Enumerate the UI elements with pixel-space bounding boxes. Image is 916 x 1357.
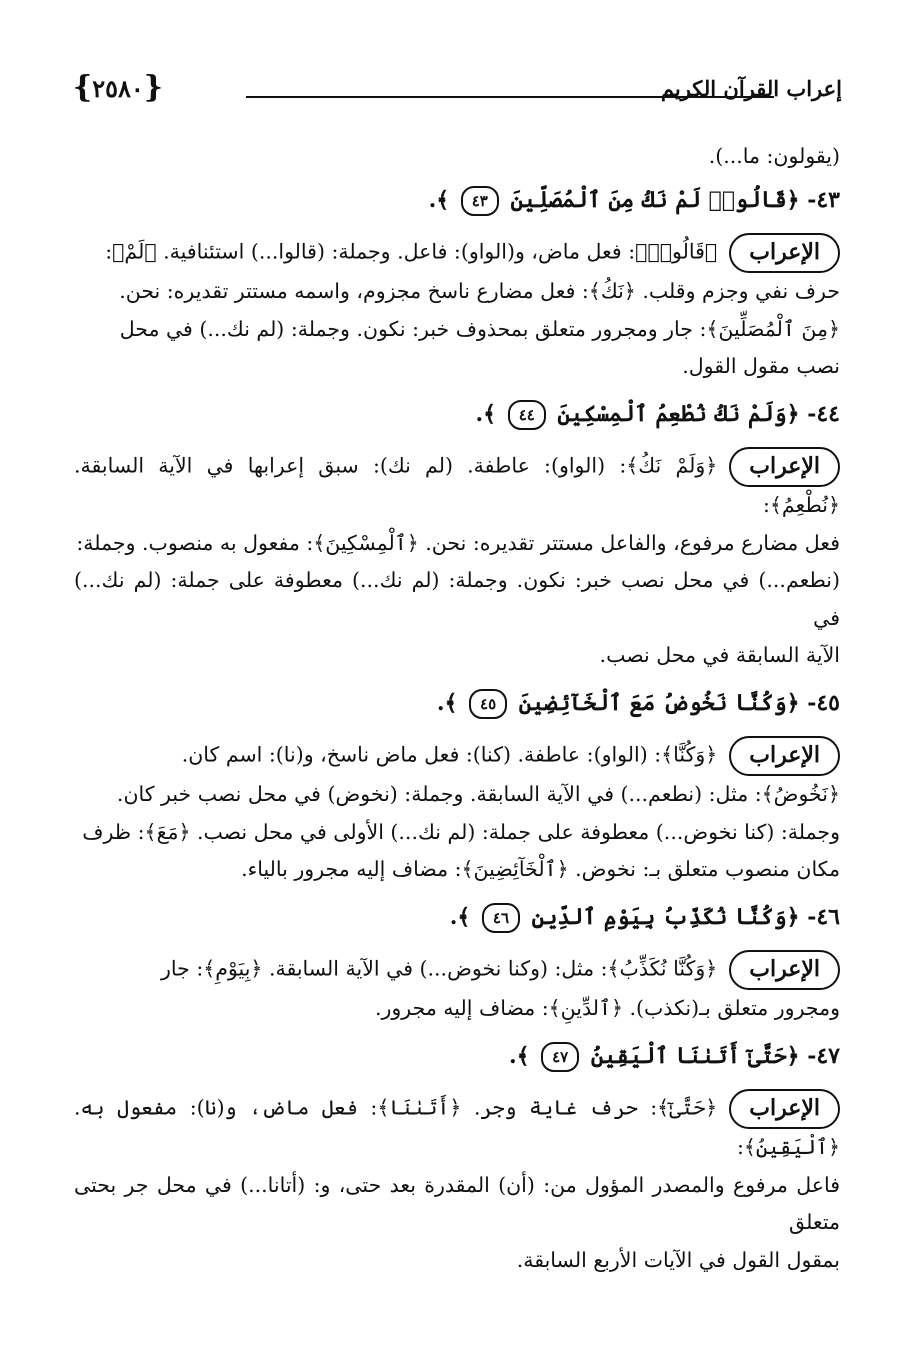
irab-line: نصب مقول القول. [682, 354, 840, 378]
irab-label: الإعراب [729, 1089, 840, 1129]
page-header [68, 62, 842, 114]
verse-number: ٤٤- [807, 400, 840, 427]
verse-number: ٤٥- [807, 689, 840, 716]
irab-line: ﴿نَخُوضُ﴾: مثل: (نطعم...) في الآية السابقة. وجملة: (نخوض) في محل نصب خبر كان. [116, 782, 840, 806]
verse-46 [74, 899, 840, 937]
irab-line: ﴿مِنَ ٱلْمُصَلِّينَ﴾: جار ومجرور متعلق بمحذوف خبر: نكون. وجملة: (لم نك...) في محل [119, 316, 840, 341]
verse-number: ٤٧- [807, 1042, 840, 1069]
irab-block-45 [74, 736, 840, 889]
irab-line: فاعل مرفوع والمصدر المؤول من: (أن) المقدرة بعد حتى، و: (أتانا...) في محل جر بحتى متعلق [74, 1172, 840, 1234]
irab-line: ﴿وَكُنَّا نُكَذِّبُ﴾: مثل: (وكنا نخوض...) في الآية السابقة. ﴿بِيَوْمِ﴾: جار [160, 956, 718, 981]
page-content [74, 138, 840, 1289]
verse-end: ﴾. [436, 689, 458, 716]
irab-line: وجملة: (كنا نخوض...) معطوفة على جملة: (لم نك...) الأولى في محل نصب. ﴿مَعَ﴾: ظرف [82, 819, 840, 844]
ayah-marker: ٤٣ [461, 186, 499, 216]
irab-line: ﴿وَكُنَّا﴾: (الواو): عاطفة. (كنا): فعل ماض ناسخ، و(نا): اسم كان. [181, 742, 718, 767]
verse-number: ٤٣- [807, 186, 840, 213]
page-number [68, 68, 168, 108]
verse-text: ﴿وَكُنَّا نَخُوضُ مَعَ ٱلْخَآئِضِينَ [518, 689, 800, 716]
irab-line: بمقول القول في الآيات الأربع السابقة. [516, 1247, 840, 1272]
irab-label: الإعراب [729, 447, 840, 487]
irab-line: الآية السابقة في محل نصب. [599, 643, 840, 667]
book-title: إعراب القرآن الكريم [660, 76, 842, 101]
verse-text: ﴿حَتَّىٰٓ أَتَىٰنَا ٱلْيَقِينُ [590, 1042, 800, 1069]
irab-line: فعل مضارع مرفوع، والفاعل مستتر تقديره: نحن. ﴿ٱلْمِسْكِينَ﴾: مفعول به منصوب. وجملة: [76, 530, 840, 555]
irab-line: ﴿قَالُوا۟﴾: فعل ماض، و(الواو): فاعل. وجملة: (قالوا...) استئنافية. ﴿لَمْ﴾: [105, 239, 718, 264]
verse-end: ﴾. [428, 186, 450, 213]
irab-line: ﴿حَتَّىٰٓ﴾: حرف غاية وجر. ﴿أَتَىٰنَا﴾: فعل ماض، و(نا): مفعول به. ﴿ٱلْيَقِينُ﴾: [74, 1095, 840, 1159]
ayah-marker: ٤٦ [482, 903, 520, 933]
verse-47 [74, 1038, 840, 1076]
irab-label: الإعراب [729, 950, 840, 990]
irab-label: الإعراب [729, 736, 840, 776]
verse-text: ﴿وَكُنَّا نُكَذِّبُ بِيَوْمِ ٱلدِّينِ [531, 903, 800, 930]
verse-text: ﴿قَالُوا۟ لَمْ نَكُ مِنَ ٱلْمُصَلِّينَ [510, 186, 800, 213]
irab-block-44 [74, 447, 840, 675]
irab-label: الإعراب [729, 233, 840, 273]
irab-block-47 [74, 1089, 840, 1279]
ayah-marker: ٤٥ [469, 689, 507, 719]
ayah-marker: ٤٤ [508, 400, 546, 430]
irab-line: ﴿وَلَمْ نَكُ﴾: (الواو): عاطفة. (لم نك): سبق إعرابها في الآية السابقة. ﴿نُطْعِمُ﴾: [74, 453, 840, 517]
irab-line: (نطعم...) في محل نصب خبر: نكون. وجملة: (لم نك...) معطوفة على جملة: (لم نك...) في [74, 568, 840, 630]
verse-end: ﴾. [475, 400, 497, 427]
brace-left-icon: { [143, 70, 164, 105]
verse-44 [74, 396, 840, 434]
verse-end: ﴾. [449, 903, 471, 930]
irab-line: ومجرور متعلق بـ(نكذب). ﴿ٱلدِّينِ﴾: مضاف إليه مجرور. [374, 996, 840, 1020]
verse-text: ﴿وَلَمْ نَكُ نُطْعِمُ ٱلْمِسْكِينَ [557, 400, 800, 427]
irab-block-43 [74, 233, 840, 386]
header-divider [246, 96, 774, 98]
ayah-marker: ٤٧ [541, 1042, 579, 1072]
irab-line: حرف نفي وجزم وقلب. ﴿نَكُ﴾: فعل مضارع ناسخ مجزوم، واسمه مستتر تقديره: نحن. [119, 279, 840, 303]
verse-end: ﴾. [508, 1042, 530, 1069]
verse-number: ٤٦- [807, 903, 840, 930]
irab-line: مكان منصوب متعلق بـ: نخوض. ﴿ٱلْخَآئِضِينَ﴾: مضاف إليه مجرور بالياء. [241, 857, 840, 881]
page-number-value: ٢٥٨٠ [92, 73, 144, 103]
verse-45 [74, 685, 840, 723]
continuation-text: (يقولون: ما...). [708, 144, 840, 168]
brace-right-icon: } [72, 70, 93, 105]
verse-43 [74, 182, 840, 220]
irab-block-46 [74, 950, 840, 1028]
